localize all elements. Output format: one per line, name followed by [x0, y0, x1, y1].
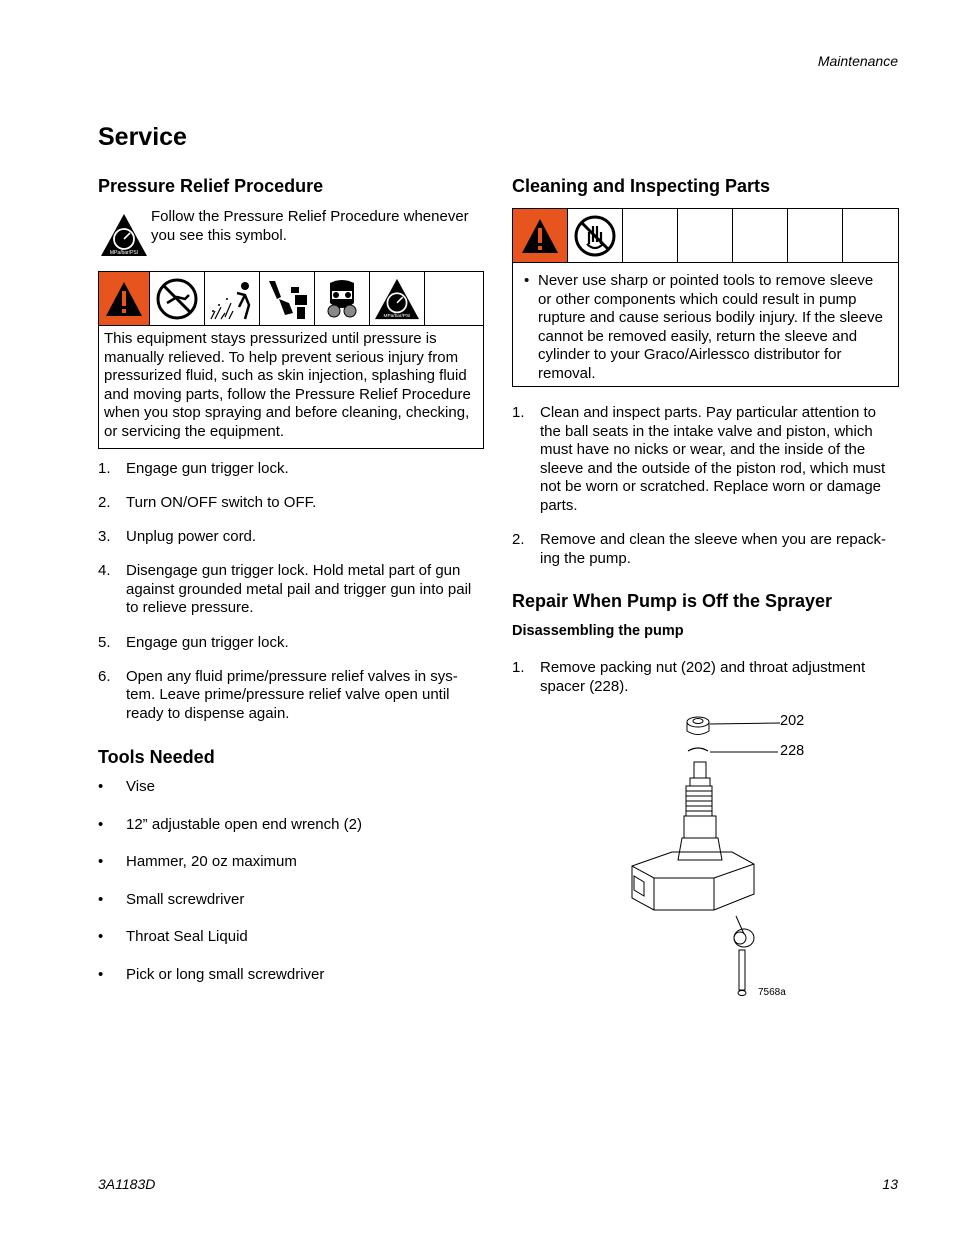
- running-header: Maintenance: [817, 53, 898, 69]
- empty-icon-cell: [623, 209, 678, 262]
- tools-list: [98, 778, 484, 985]
- warning-triangle-icon: [513, 209, 568, 262]
- warning-icon-row: [513, 209, 898, 263]
- list-item: 4. Disengage gun trigger lock. Hold metal part of gun against grounded metal pail and trigger gun into pail to relieve pressure.: [98, 562, 472, 617]
- document-id: 3A1183D: [98, 1176, 156, 1192]
- symbol-note: Follow the Pressure Relief Procedure whenever you see this symbol.: [151, 208, 469, 244]
- list-item: • Hammer, 20 oz maximum: [98, 853, 297, 871]
- cleaning-steps: [512, 404, 899, 568]
- empty-icon-cell: [788, 209, 843, 262]
- disassembling-subheading: Disassembling the pump: [512, 623, 684, 639]
- empty-icon-cell: [425, 272, 483, 325]
- repair-steps: [512, 659, 899, 696]
- cleaning-heading: Cleaning and Inspecting Parts: [512, 176, 771, 196]
- pressure-relief-heading: Pressure Relief Procedure: [98, 176, 324, 196]
- list-item: 6. Open any fluid prime/pressure relief valves in sys-tem. Leave prime/pressure relief valve open until ready to dispense again.: [98, 667, 458, 722]
- empty-icon-cell: [843, 209, 898, 262]
- no-spray-icon: [150, 272, 205, 325]
- pressure-relief-symbol-icon: [99, 212, 149, 258]
- repair-heading: Repair When Pump is Off the Sprayer: [512, 591, 833, 611]
- list-item: • Pick or long small screwdriver: [98, 965, 325, 983]
- pressure-relief-icon: [370, 272, 425, 325]
- no-hand-icon: [568, 209, 623, 262]
- protective-equipment-icon: [315, 272, 370, 325]
- list-item: 3. Unplug power cord.: [98, 528, 257, 546]
- page-title: Service: [98, 123, 187, 151]
- pressure-relief-steps: [98, 460, 484, 723]
- list-item: 2. Remove and clean the sleeve when you are repack-ing the pump.: [512, 531, 887, 567]
- list-item: 1. Clean and inspect parts. Pay particular attention to the ball seats in the intake valve and piston, which must have no nicks or wear, and the inside of the sleeve and the outside of the piston rod, which must not be worn or scratched. Replace worn or damage parts.: [512, 404, 886, 514]
- warning-icon-row: [99, 272, 483, 326]
- cleaning-warning-text: [513, 263, 898, 386]
- list-item: • Small screwdriver: [98, 890, 245, 908]
- list-item: 1. Engage gun trigger lock.: [98, 460, 289, 477]
- pressure-warning-box: [98, 271, 484, 449]
- splash-hazard-icon: [205, 272, 260, 325]
- warning-triangle-icon: [99, 272, 150, 325]
- cleaning-warning-box: [512, 208, 899, 387]
- list-item: • Vise: [98, 778, 155, 795]
- list-item: • Throat Seal Liquid: [98, 928, 248, 946]
- list-item: 1. Remove packing nut (202) and throat adjustment spacer (228).: [512, 659, 866, 695]
- page-number: 13: [882, 1176, 898, 1192]
- list-item: 2. Turn ON/OFF switch to OFF.: [98, 494, 317, 512]
- callout-202: 202: [780, 713, 805, 729]
- symbol-label: MPa/bar/PSI: [109, 250, 139, 256]
- empty-icon-cell: [678, 209, 733, 262]
- empty-icon-cell: [733, 209, 788, 262]
- symbol-label: MPa/bar/PSI: [383, 313, 411, 319]
- list-item: 5. Engage gun trigger lock.: [98, 633, 289, 651]
- figure-reference: 7568a: [758, 987, 786, 998]
- tools-needed-heading: Tools Needed: [98, 747, 215, 767]
- callout-228: 228: [780, 743, 805, 759]
- moving-parts-icon: [260, 272, 315, 325]
- pressure-warning-text: This equipment stays pressurized until pressure is manually relieved. To help prevent serious injury from pressurized fluid, such as skin injection, splashing fluid and moving parts, follow the Pressure Relief Procedure when you stop spraying and before cleaning, checking, or servicing the equipment.: [104, 330, 471, 440]
- list-item: • 12” adjustable open end wrench (2): [98, 815, 362, 833]
- list-item: • Never use sharp or pointed tools to remove sleeve or other components which could result in pump rupture and cause serious bodily injury. If the sleeve cannot be removed easily, return the sleeve and cylinder to your Graco/Airlessco distributor for removal.: [524, 272, 883, 382]
